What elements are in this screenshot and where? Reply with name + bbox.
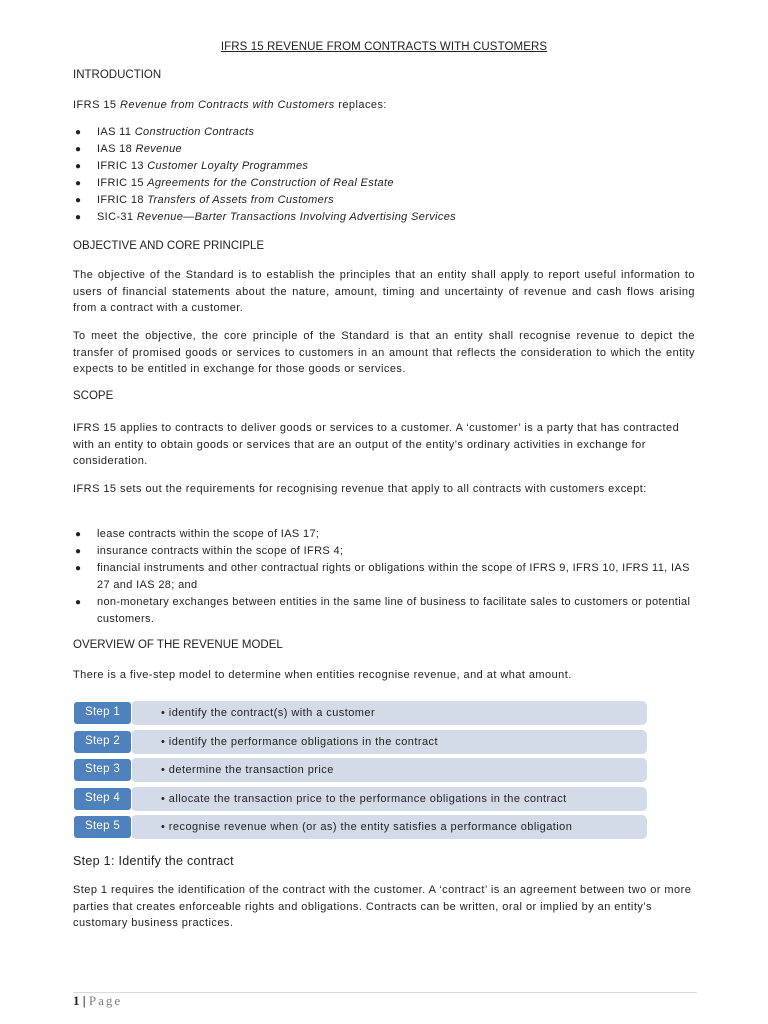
- step-description: • identify the contract(s) with a customer: [161, 707, 376, 719]
- step-row: [73, 730, 649, 754]
- bullet-icon: ●: [75, 127, 82, 138]
- list-item: ● IAS 11 Construction Contracts: [73, 124, 695, 141]
- step-description: • determine the transaction price: [161, 764, 334, 777]
- overview-heading: OVERVIEW OF THE REVENUE MODEL: [73, 639, 283, 651]
- page-label: Page: [88, 993, 123, 1008]
- list-item: ● financial instruments and other contractual rights or obligations within the scope of IFRS 9, IFRS 10, IFRS 11, IAS 27 and IAS 28; and: [75, 562, 690, 591]
- footer-divider: [73, 992, 697, 993]
- bullet-icon: ●: [75, 529, 82, 540]
- objective-paragraph-2: To meet the objective, the core principle of the Standard is that an entity shall recognise revenue to depict the transfer of promised goods or services to customers in an amount that reflects the consideration to which the entity expects to be entitled in exchange for those goods or services.: [73, 330, 695, 375]
- scope-exceptions-list: [73, 526, 695, 628]
- scope-paragraph-1: IFRS 15 applies to contracts to deliver goods or services to a customer. A ‘customer’ is a party that has contracted with an entity to obtain goods or services that are an output of the entity’s ordinary activities in exchange for consideration.: [73, 422, 680, 467]
- introduction-lead: [73, 97, 695, 114]
- step-badge: Step 4: [73, 787, 132, 811]
- step-badge: Step 3: [73, 758, 132, 782]
- step1-paragraph: Step 1 requires the identification of the contract with the customer. A ‘contract’ is an agreement between two or more parties that creates enforceable rights and obligations. Contracts can be written, oral or implied by an entity’s customary business practices.: [73, 884, 692, 929]
- list-item: ● IAS 18 Revenue: [73, 141, 695, 158]
- step1-heading: Step 1: Identify the contract: [73, 854, 234, 868]
- replaced-standards-list: [73, 124, 695, 226]
- lead-suffix: replaces:: [334, 99, 387, 111]
- list-item: ● insurance contracts within the scope of IFRS 4;: [73, 543, 695, 560]
- objective-heading: OBJECTIVE AND CORE PRINCIPLE: [73, 240, 265, 252]
- page-footer: [73, 993, 122, 1009]
- objective-paragraph-1: The objective of the Standard is to establish the principles that an entity shall apply to report useful information to users of financial statements about the nature, amount, timing and uncertainty of revenue and cash flows arising from a contract with a customer.: [73, 269, 695, 314]
- bullet-icon: ●: [75, 178, 82, 189]
- lead-prefix: IFRS 15: [73, 99, 121, 111]
- list-item: ● IFRIC 18 Transfers of Assets from Customers: [73, 192, 695, 209]
- bullet-icon: ●: [75, 597, 82, 608]
- step-row: [73, 758, 649, 782]
- bullet-icon: ●: [75, 195, 82, 206]
- step-description: • identify the performance obligations in the contract: [161, 735, 439, 748]
- overview-intro: There is a five-step model to determine when entities recognise revenue, and at what amount.: [73, 669, 572, 681]
- bullet-icon: ●: [75, 212, 82, 223]
- step-badge: Step 2: [73, 730, 132, 754]
- footer-separator: |: [79, 993, 89, 1008]
- step-row: [73, 701, 649, 725]
- scope-paragraph-2: IFRS 15 sets out the requirements for recognising revenue that apply to all contracts with customers except:: [73, 483, 647, 495]
- document-title: IFRS 15 REVENUE FROM CONTRACTS WITH CUSTOMERS: [220, 41, 548, 53]
- step-badge: Step 1: [73, 701, 132, 725]
- page-number: 1: [73, 993, 80, 1008]
- bullet-icon: ●: [75, 563, 82, 574]
- list-item: ● IFRIC 15 Agreements for the Construction of Real Estate: [73, 175, 695, 192]
- step-badge: Step 5: [73, 815, 132, 839]
- list-item: ● lease contracts within the scope of IAS 17;: [73, 526, 695, 543]
- step-row: [73, 787, 649, 811]
- bullet-icon: ●: [75, 144, 82, 155]
- bullet-icon: ●: [75, 161, 82, 172]
- lead-italic: Revenue from Contracts with Customers: [120, 99, 335, 111]
- step-description: • recognise revenue when (or as) the entity satisfies a performance obligation: [161, 821, 573, 834]
- bullet-icon: ●: [75, 546, 82, 557]
- five-step-model: [73, 701, 649, 844]
- list-item: ● IFRIC 13 Customer Loyalty Programmes: [73, 158, 695, 175]
- list-item: ● SIC-31 Revenue—Barter Transactions Involving Advertising Services: [73, 209, 695, 226]
- step-row: [73, 815, 649, 839]
- introduction-heading: INTRODUCTION: [73, 69, 162, 81]
- list-item: ● non-monetary exchanges between entities in the same line of business to facilitate sales to customers or potential customers.: [75, 596, 691, 625]
- scope-heading: SCOPE: [73, 390, 114, 402]
- step-description: • allocate the transaction price to the performance obligations in the contract: [161, 792, 567, 805]
